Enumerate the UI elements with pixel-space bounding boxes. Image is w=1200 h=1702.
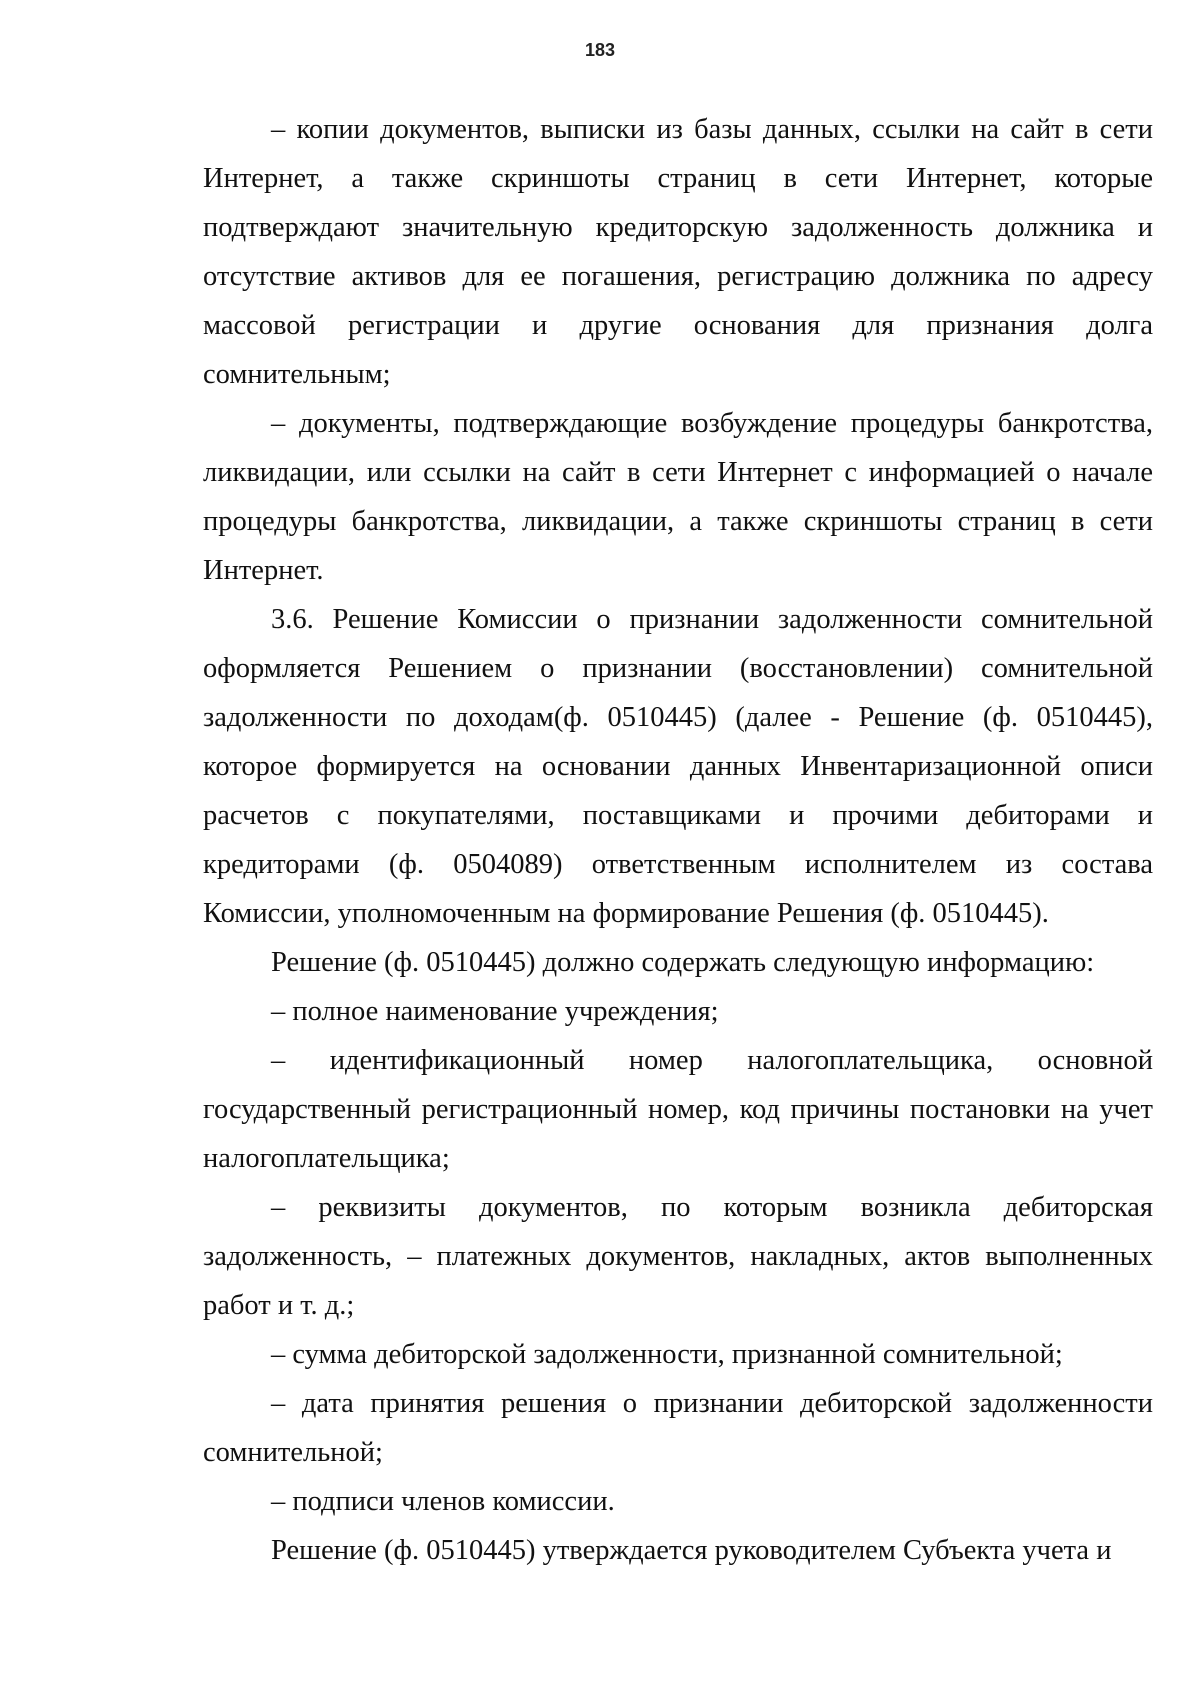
list-item-institution-name: – полное наименование учреждения; — [271, 996, 719, 1027]
list-item-decision-date: – дата принятия решения о признании дебиторской задолженности сомнительной; — [203, 1388, 1153, 1468]
list-item-tax-identifiers: – идентификационный номер налогоплательщика, основной государственный регистрационный номер, код причины постановки на учет налогоплательщика; — [203, 1045, 1153, 1174]
paragraph-decision-approval: Решение (ф. 0510445) утверждается руководителем Субъекта учета и — [271, 1535, 1112, 1566]
list-item-document-details: – реквизиты документов, по которым возникла дебиторская задолженность, – платежных документов, накладных, актов выполненных работ и т. д.; — [203, 1192, 1153, 1321]
document-body — [203, 105, 1153, 1575]
paragraph-section-3-6: 3.6. Решение Комиссии о признании задолженности сомнительной оформляется Решением о признании (восстановлении) сомнительной задолженности по доходам(ф. 0510445) (далее - Решение (ф. 0510445), которое формируется на основании данных Инвентаризационной описи расчетов с покупателями, поставщиками и прочими дебиторами и кредиторами (ф. 0504089) ответственным исполнителем из состава Комиссии, уполномоченным на формирование Решения (ф. 0510445). — [203, 604, 1153, 929]
paragraph-bankruptcy-documents: – документы, подтверждающие возбуждение процедуры банкротства, ликвидации, или ссылки на сайт в сети Интернет с информацией о начале процедуры банкротства, ликвидации, а также скриншоты страниц в сети Интернет. — [203, 408, 1153, 586]
list-item-commission-signatures: – подписи членов комиссии. — [271, 1486, 615, 1517]
list-item-receivable-amount: – сумма дебиторской задолженности, признанной сомнительной; — [271, 1339, 1063, 1370]
page-number: 183 — [584, 40, 616, 60]
paragraph-decision-content-intro: Решение (ф. 0510445) должно содержать следующую информацию: — [271, 947, 1095, 978]
paragraph-copies-of-documents: – копии документов, выписки из базы данных, ссылки на сайт в сети Интернет, а также скриншоты страниц в сети Интернет, которые подтверждают значительную кредиторскую задолженность должника и отсутствие активов для ее погашения, регистрацию должника по адресу массовой регистрации и другие основания для признания долга сомнительным; — [203, 114, 1153, 390]
